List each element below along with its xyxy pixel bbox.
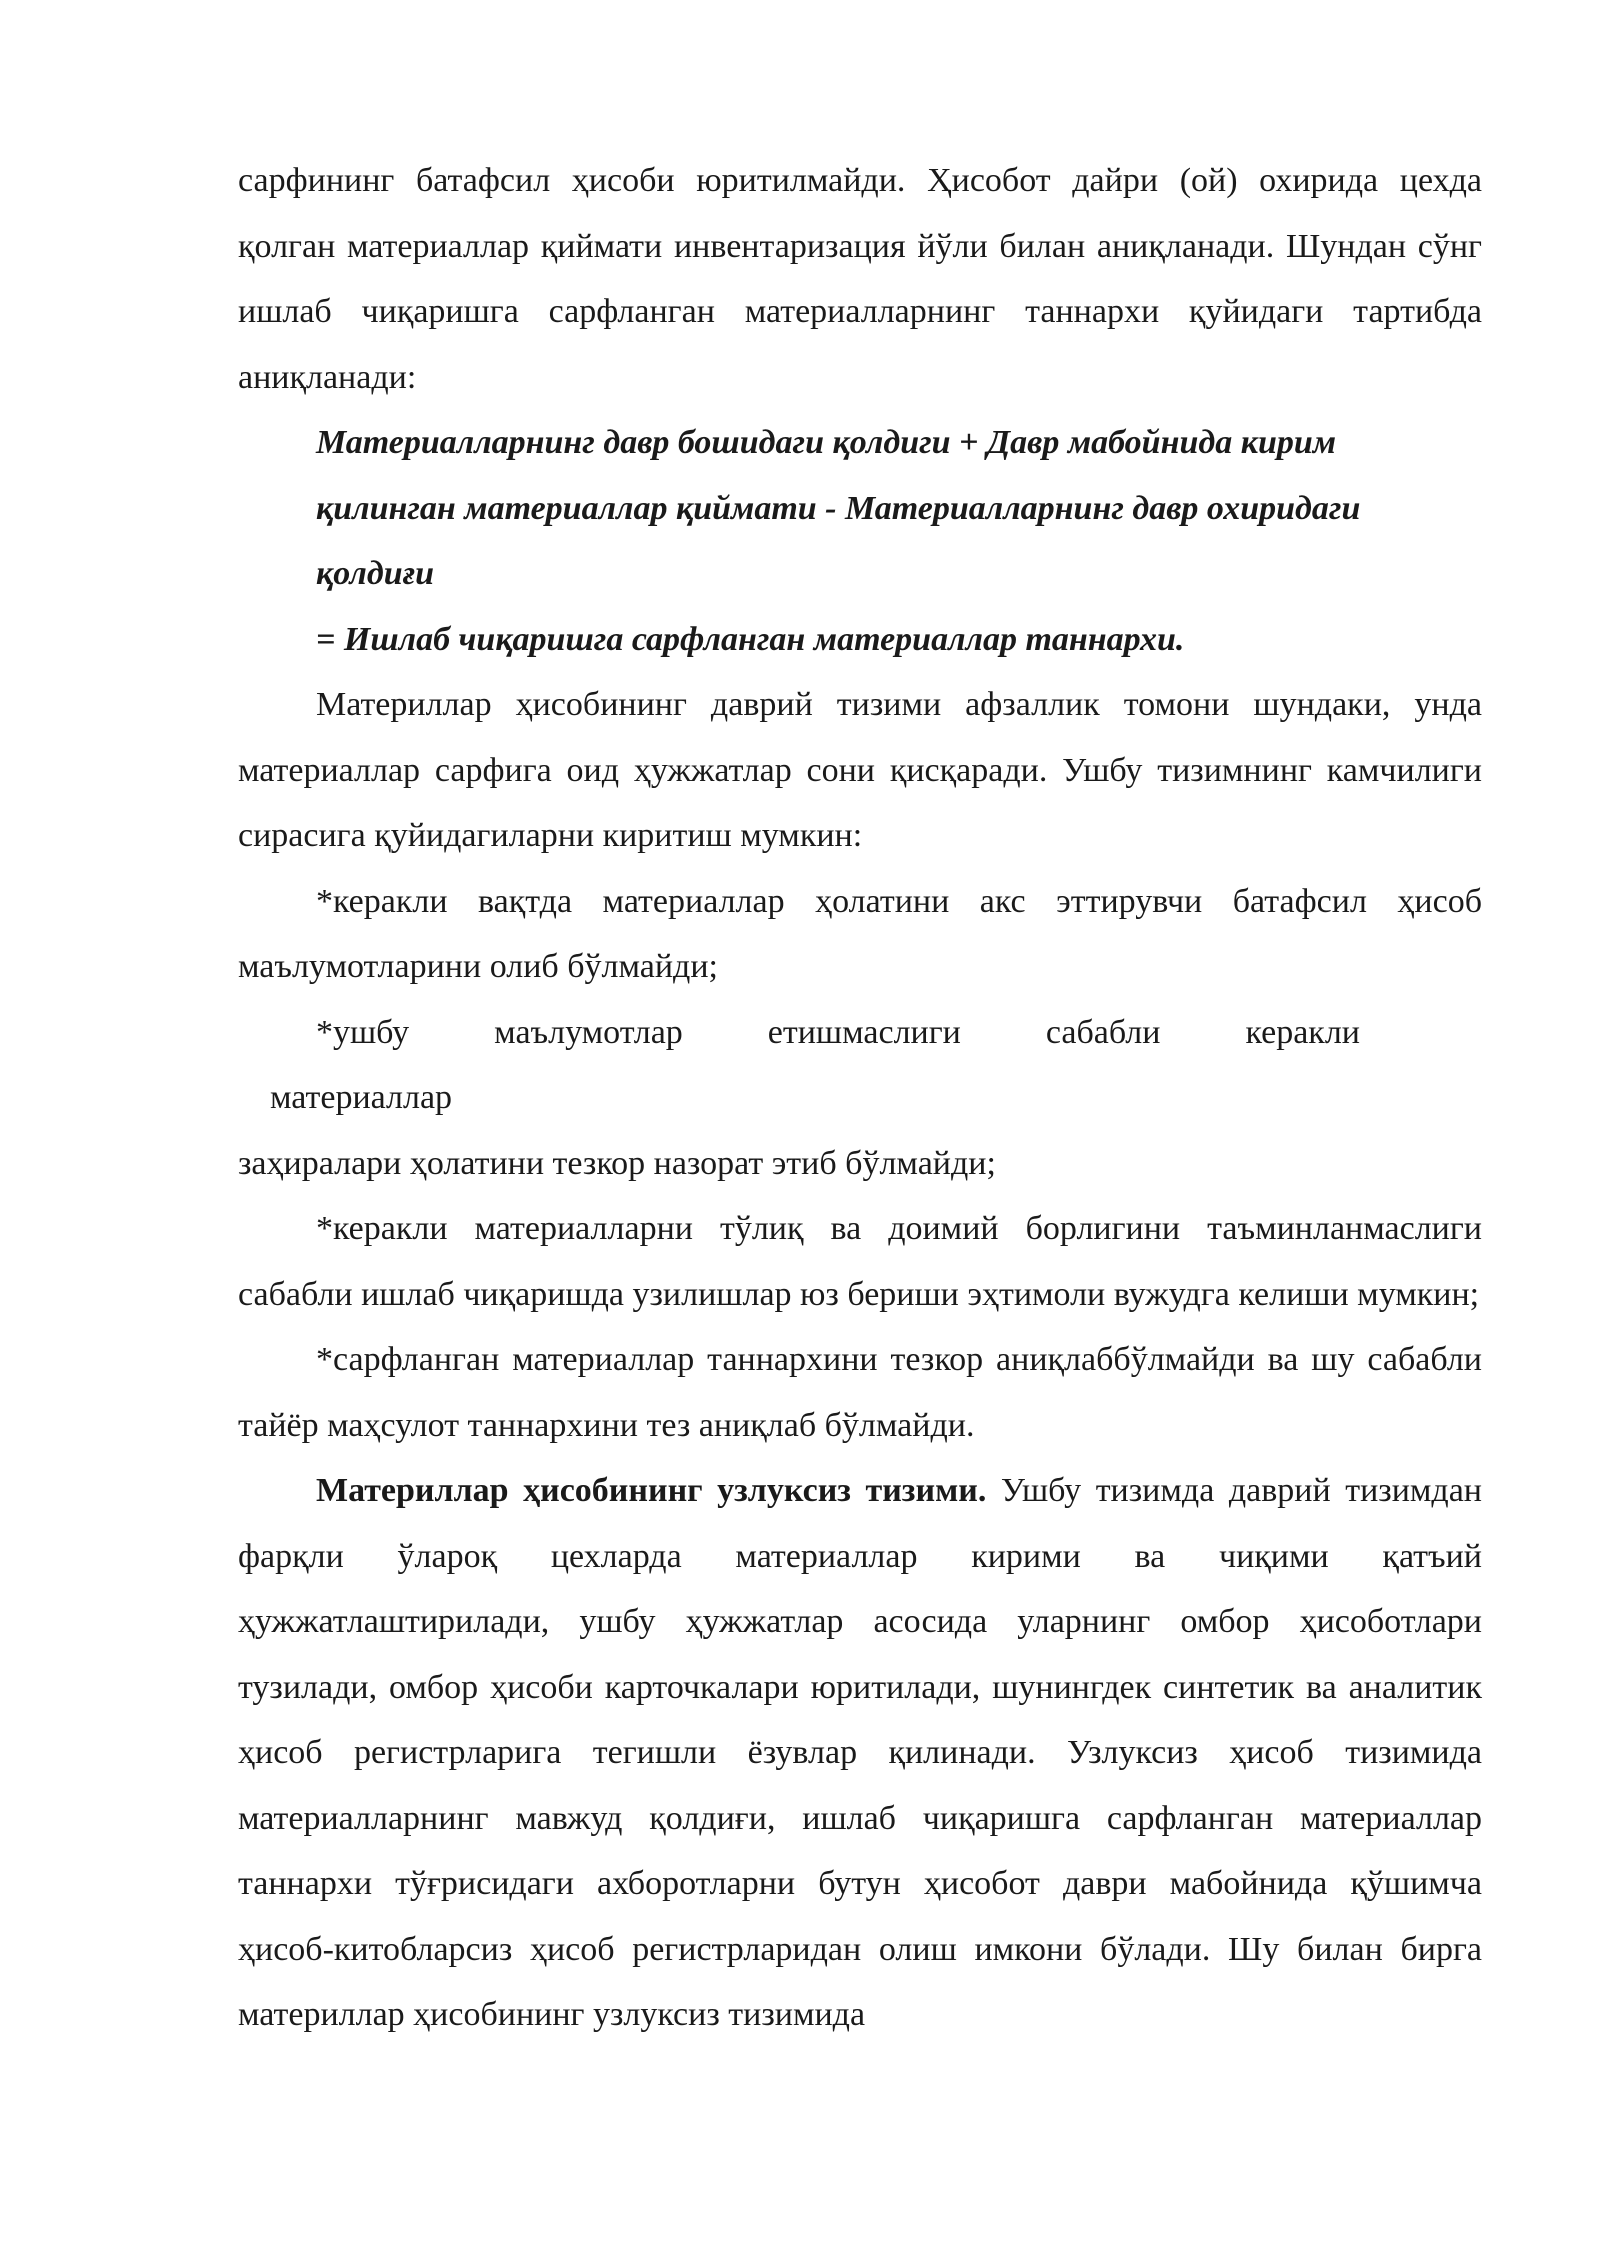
list-item-2-word: етишмаслиги — [767, 1013, 961, 1051]
paragraph-intro: сарфининг батафсил ҳисоби юритилмайди. Ҳисобот дайри (ой) охирида цехда қолган материаллар қиймати инвентаризация йўли билан аниқланади. Шундан сўнг ишлаб чиқаришга сарфланган материалларнинг таннархи қуйидаги тартибда аниқланади: — [238, 162, 1482, 396]
list-item-2-line — [238, 1000, 1360, 1066]
list-item-2-continuation: материаллар — [270, 1079, 453, 1116]
list-item-2-word: сабабли — [1045, 1013, 1161, 1051]
list-item-2-word: керакли — [1245, 1013, 1360, 1051]
formula-line-1: Материалларнинг давр бошидаги қолдиги + Давр мабойнида кирим — [316, 424, 1337, 461]
formula-line-2: қилинган материаллар қиймати - Материалларнинг давр охиридаги — [316, 489, 1361, 527]
list-item-4: *сарфланган материаллар таннархини тезкор аниқлаббўлмайди ва шу сабабли тайёр маҳсулот таннархини тез аниқлаб бўлмайди. — [238, 1341, 1482, 1444]
list-item-2-word: *ушбу — [316, 1013, 410, 1051]
list-item-2-end: заҳиралари ҳолатини тезкор назорат этиб бўлмайди; — [238, 1144, 996, 1182]
paragraph-continuous-system-text: Ушбу тизимда даврий тизимдан фарқли ўлароқ цехларда материаллар кирими ва чиқими қатъий ҳужжатлаштирилади, ушбу ҳужжатлар асосида уларнинг омбор ҳисоботлари тузилади, омбор ҳисоби карточкалари юритилади, шунингдек синтетик ва аналитик ҳисоб регистрларига тегишли ёзувлар қилинади. Узлуксиз ҳисоб тизимида материалларнинг мавжуд қолдиғи, ишлаб чиқаришга сарфланган материаллар таннархи тўғрисидаги ахборотларни бутун ҳисобот даври мабойнида қўшимча ҳисоб-китобларсиз ҳисоб регистрларидан олиш имкони бўлади. Шу билан бирга материллар ҳисобининг узлуксиз тизимида — [238, 1472, 1483, 2033]
list-item-3: *керакли материалларни тўлиқ ва доимий борлигини таъминланмаслиги сабабли ишлаб чиқаришда узилишлар юз бериши эҳтимоли вужудга келиши мумкин; — [238, 1210, 1482, 1313]
formula-line-4: = Ишлаб чиқаришга сарфланган материаллар таннархи. — [316, 620, 1185, 658]
paragraph-periodic-system: Материллар ҳисобининг даврий тизими афзаллик томони шундаки, унда материаллар сарфига оид ҳужжатлар сони қисқаради. Ушбу тизимнинг камчилиги сирасига қуйидагиларни киритиш мумкин: — [238, 686, 1482, 854]
formula-line-3: қолдиғи — [316, 555, 435, 592]
paragraph-continuous-system — [238, 1458, 1482, 2048]
document-body — [238, 148, 1482, 2048]
section-heading-continuous-system: Материллар ҳисобининг узлуксиз тизими. — [316, 1472, 987, 1509]
list-item-2-word: маълумотлар — [494, 1013, 683, 1051]
list-item-1: *керакли вақтда материаллар ҳолатини акс эттирувчи батафсил ҳисоб маълумотларини олиб бўлмайди; — [238, 882, 1482, 985]
